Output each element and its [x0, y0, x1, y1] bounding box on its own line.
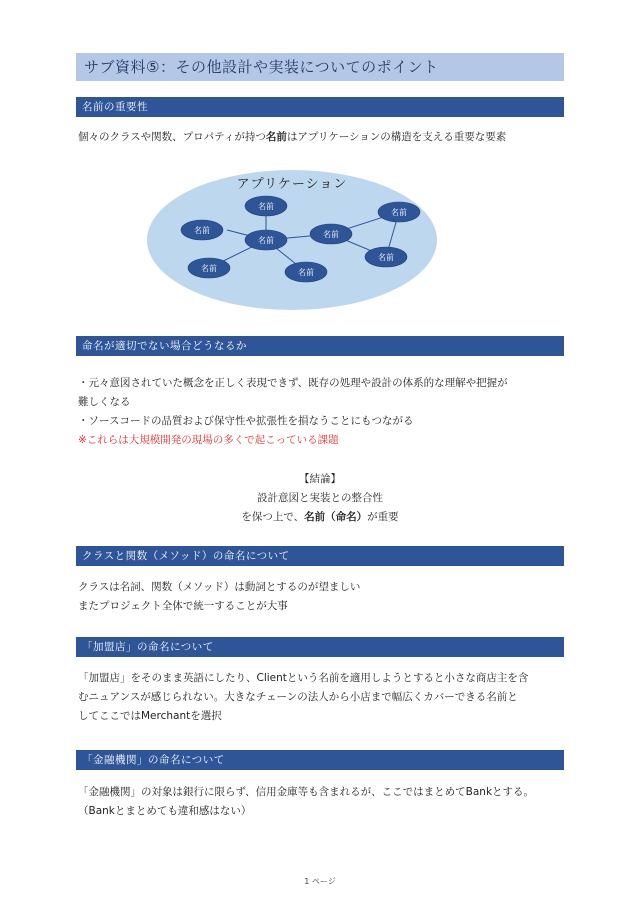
merchant-line3: してここではMerchantを選択	[78, 710, 222, 722]
bank-line1: 「金融機関」の対象は銀行に限らず、信用金庫等も含まれるが、ここではまとめてBankとする。	[78, 786, 535, 798]
name-node-label: 名前	[258, 236, 274, 245]
name-node-label: 名前	[194, 226, 210, 235]
conclusion-line2-before: を保つ上で、	[241, 511, 305, 523]
naming-importance-text-bold: 名前	[265, 131, 287, 143]
application-label: アプリケーション	[236, 177, 348, 192]
name-node-label: 名前	[391, 208, 407, 217]
conclusion-line1: 設計意図と実装との整合性	[257, 492, 383, 504]
page-number: 1 ページ	[304, 877, 336, 886]
section-header-merchant: 「加盟店」の命名について	[76, 637, 564, 657]
conclusion-line2-bold: 名前（命名）	[304, 511, 368, 523]
class-function-line1: クラスは名詞、関数（メソッド）は動詞とするのが望ましい	[78, 581, 361, 593]
merchant-line1: 「加盟店」をそのまま英語にしたり、Clientという名前を適用しようとすると小さな商店主を含	[78, 672, 529, 684]
naming-importance-text-before: 個々のクラスや関数、プロパティが持つ	[78, 131, 266, 143]
section-header-bank: 「金融機関」の命名について	[76, 750, 564, 770]
name-node-label: 名前	[378, 253, 394, 262]
name-node-label: 名前	[258, 202, 274, 211]
improper-naming-note: ※これらは大規模開発の現場の多くで起こっている課題	[78, 434, 339, 446]
naming-importance-text-after: はアプリケーションの構造を支える重要な要素	[286, 131, 507, 143]
section-header-improper-naming: 命名が適切でない場合どうなるか	[76, 336, 564, 356]
conclusion-block	[76, 470, 564, 527]
improper-naming-line2: 難しくなる	[78, 396, 131, 408]
section-header-class-function: クラスと関数（メソッド）の命名について	[76, 546, 564, 566]
conclusion-line2-after: が重要	[367, 511, 399, 523]
page-title: サブ資料⑤：その他設計や実装についてのポイント	[76, 53, 564, 81]
improper-naming-line1: ・元々意図されていた概念を正しく表現できず、既存の処理や設計の体系的な理解や把握が	[78, 377, 508, 389]
application-diagram	[140, 160, 450, 320]
class-function-text	[78, 578, 558, 616]
section-header-naming-importance: 名前の重要性	[76, 97, 564, 117]
merchant-text	[78, 669, 558, 726]
merchant-line2: むニュアンスが感じられない。大きなチェーンの法人から小店まで幅広くカバーできる名前と	[78, 691, 518, 703]
class-function-line2: またプロジェクト全体で統一することが大事	[78, 600, 288, 612]
bank-text	[78, 783, 558, 821]
name-node-label: 名前	[298, 268, 314, 277]
conclusion-heading: 【結論】	[299, 473, 341, 485]
conclusion-line2	[76, 508, 564, 527]
name-node-label: 名前	[323, 230, 339, 239]
naming-importance-text	[78, 128, 558, 147]
name-node-label: 名前	[201, 264, 217, 273]
bank-line2: （Bankとまとめても違和感はない）	[78, 805, 252, 817]
improper-naming-text	[78, 374, 558, 450]
improper-naming-line3: ・ソースコードの品質および保守性や拡張性を損なうことにもつながる	[78, 415, 414, 427]
